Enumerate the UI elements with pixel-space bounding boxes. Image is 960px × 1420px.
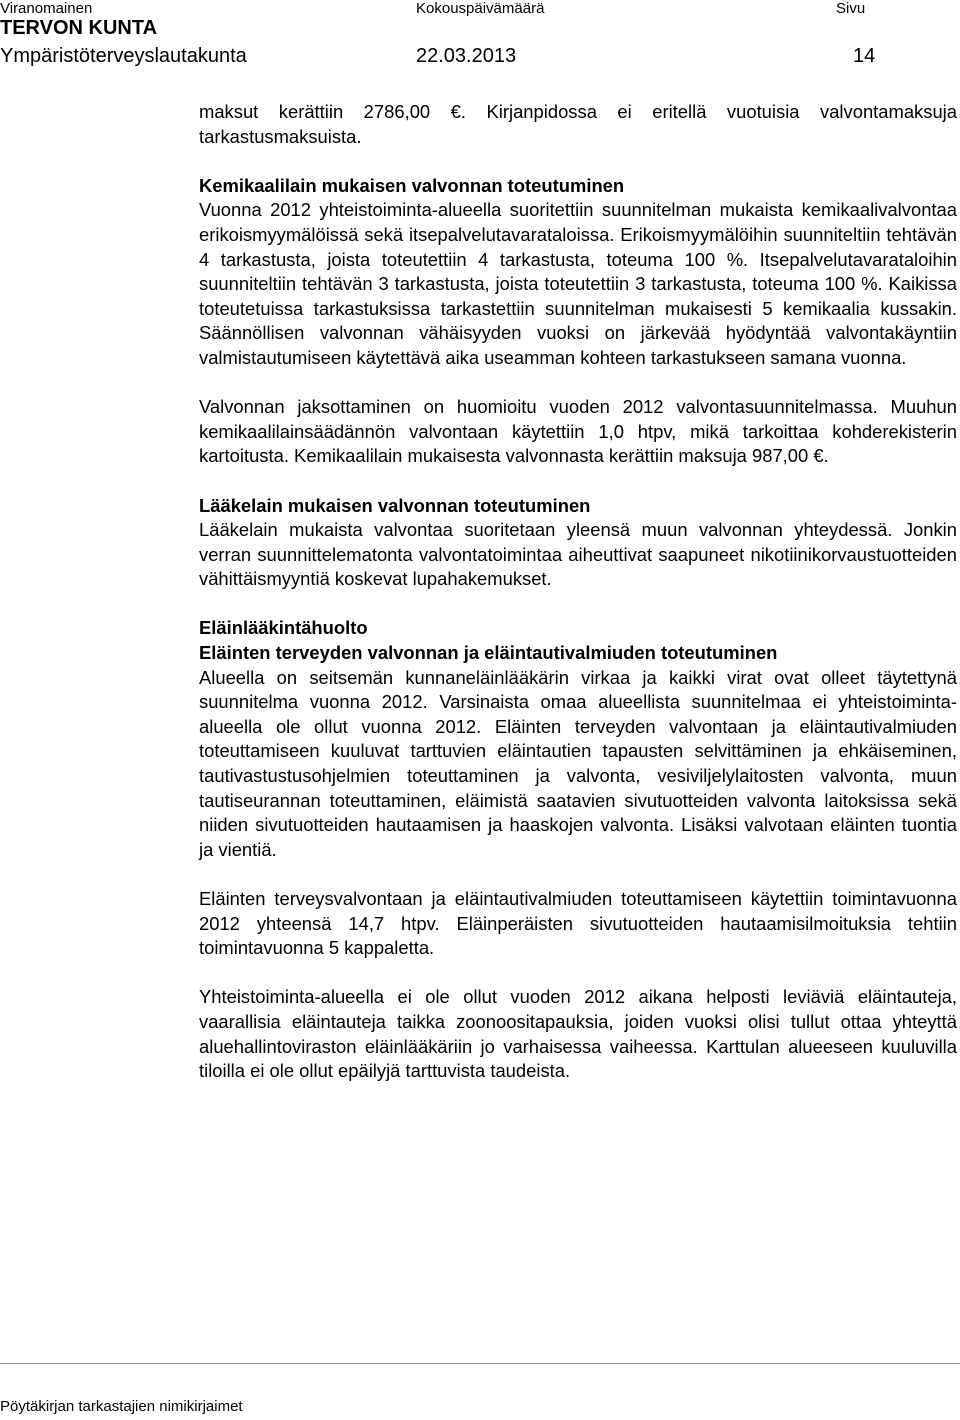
header-authority-label: Viranomainen (0, 0, 93, 17)
heading-animal-health: Eläinten terveyden valvonnan ja eläintautivalmiuden toteutuminen (199, 642, 778, 664)
document-body (199, 100, 957, 1084)
heading-chemicals-act: Kemikaalilain mukaisen valvonnan toteutuminen (199, 174, 625, 196)
heading-veterinary-care: Eläinlääkintähuolto (199, 617, 368, 639)
paragraph-chemicals-scheduling: Valvonnan jaksottaminen on huomioitu vuoden 2012 valvontasuunnitelmassa. Muuhun kemikaalilainsäädännön valvontaan käytettiin 1,0 htpv, mikä tarkoittaa kohderekisterin kartoitusta. Kemikaalilain mukaisesta valvonnasta kerättiin maksuja 987,00 €. (199, 396, 957, 467)
header-date-label: Kokouspäivämäärä (416, 0, 545, 17)
signatures-label: Pöytäkirjan tarkastajien nimikirjaimet (0, 1398, 243, 1415)
paragraph-animal-health-workdays: Eläinten terveysvalvontaan ja eläintautivalmiuden toteuttamiseen käytettiin toimintavuonna 2012 yhteensä 14,7 htpv. Eläinperäisten sivutuotteiden hautaamisilmoituksia tehtiin toimintavuonna 5 kappaletta. (199, 888, 957, 959)
authority-name: Ympäristöterveyslautakunta (0, 45, 247, 67)
header-page-label: Sivu (836, 0, 866, 17)
organization-name: TERVON KUNTA (0, 17, 158, 39)
paragraph-medicines: Lääkelain mukaista valvontaa suoritetaan yleensä muun valvonnan yhteydessä. Jonkin verran suunnittelematonta valvontatoimintaa aiheuttivat saapuneet nikotiinikorvaustuotteiden vähittäismyyntiä koskevat lupahakemukset. (199, 519, 957, 590)
meeting-date: 22.03.2013 (416, 45, 517, 67)
paragraph-veterinarians: Alueella on seitsemän kunnaneläinlääkärin virkaa ja kaikki virat ovat olleet täytettynä suunnitelma vuonna 2012. Varsinaista omaa alueellista suunnitelmaa ei yhteistoiminta-alueella ole ollut vuonna 2012. Eläinten terveyden valvontaan ja eläintautivalmiuden toteuttamiseen kuuluvat tarttuvien eläintautien tapausten selvittäminen ja ehkäiseminen, tautivastustusohjelmien toteuttaminen ja valvonta, vesiviljelylaitosten valvonta, muun tautiseurannan toteuttaminen, eläimistä saatavien sivutuotteiden valvonta laitoksissa sekä niiden sivutuotteiden hautaamisen ja haaskojen valvonta. Lisäksi valvotaan eläinten tuontia ja vientiä. (199, 666, 957, 860)
paragraph-chemicals-inspections: Vuonna 2012 yhteistoiminta-alueella suoritettiin suunnitelman mukaista kemikaalivalvontaa erikoismyymälöissä sekä itsepalvelutavarataloissa. Erikoismyymälöihin suunniteltiin tehtävän 4 tarkastusta, joista toteutettiin 4 tarkastusta, toteuma 100 %. Itsepalvelutavarataloihin suunniteltiin tehtävän 3 tarkastusta, joista toteutettiin 3 tarkastusta, toteuma 100 %. Kaikissa toteutetuissa tarkastuksissa tarkastettiin suunnitelman mukaisesti 5 kemikaalia kussakin. Säännöllisen valvonnan vähäisyyden vuoksi on järkevää hyödyntää valvontakäyntiin valmistautumiseen käytettävä aika useamman kohteen tarkastukseen samana vuonna. (199, 199, 957, 368)
heading-medicines-act: Lääkelain mukaisen valvonnan toteutuminen (199, 494, 591, 516)
page-number: 14 (853, 45, 876, 67)
footer-divider (0, 1363, 960, 1364)
paragraph-fees: maksut kerättiin 2786,00 €. Kirjanpidossa ei eritellä vuotuisia valvontamaksuja tarkastusmaksuista. (199, 101, 957, 147)
paragraph-animal-diseases: Yhteistoiminta-alueella ei ole ollut vuoden 2012 aikana helposti leviäviä eläintauteja, vaarallisia eläintauteja taikka zoonoositapauksia, joiden vuoksi olisi tullut ottaa yhteyttä aluehallintoviraston eläinlääkäriin jo varhaisessa vaiheessa. Karttulan alueeseen kuuluvilla tiloilla ei ole ollut epäilyjä tarttuvista taudeista. (199, 986, 957, 1082)
